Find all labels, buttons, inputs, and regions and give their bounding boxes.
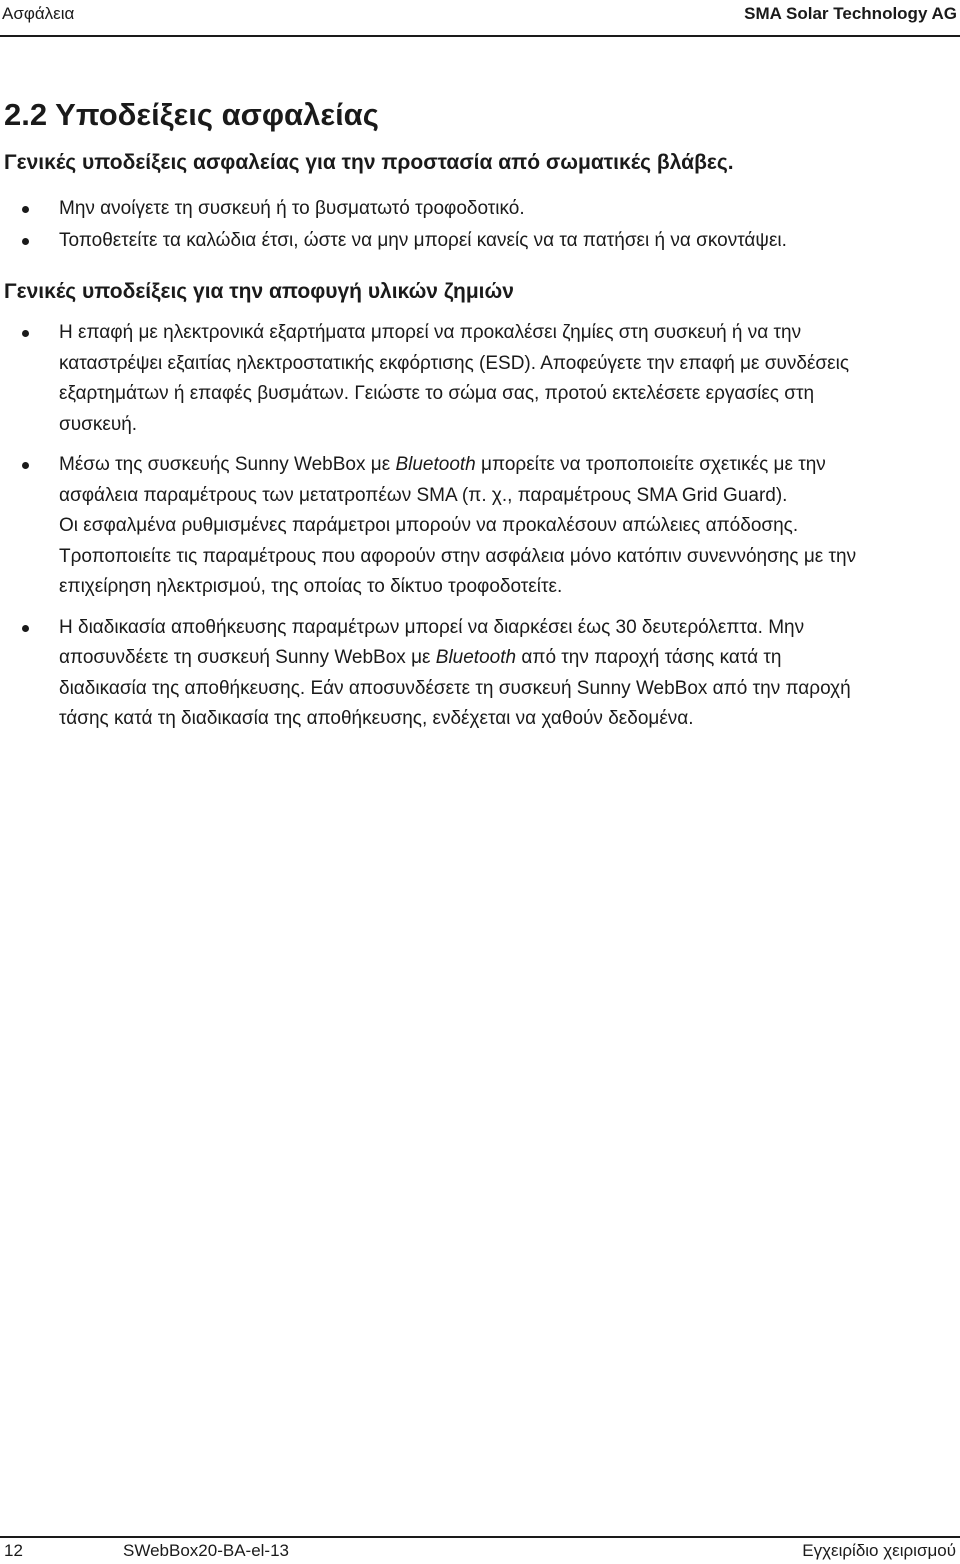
page-number: 12 [4, 1541, 23, 1560]
material-damage-list [0, 318, 960, 745]
page-header [0, 0, 960, 30]
list-item: Τοποθετείτε τα καλώδια έτσι, ώστε να μην μπορεί κανείς να τα πατήσει ή να σκοντάψει. [0, 226, 960, 257]
bullet-icon [22, 625, 29, 632]
section-title: 2.2 Υποδείξεις ασφαλείας [4, 97, 379, 132]
document-code: SWebBox20-BA-el-13 [123, 1541, 289, 1560]
bullet-icon [22, 206, 29, 213]
header-section-label: Ασφάλεια [2, 4, 75, 23]
bullet-icon [22, 462, 29, 469]
list-item: Η επαφή με ηλεκτρονικά εξαρτήματα μπορεί να προκαλέσει ζημίες στη συσκευή ή να την καταστρέψει εξαιτίας ηλεκτροστατικής εκφόρτισης (ESD). Αποφεύγετε την επαφή με συνδέσεις εξαρτημάτων ή επαφές βυσμάτων. Γειώστε το σώμα σας, προτού εκτελέσετε εργασίες στη συσκευή. [0, 318, 960, 440]
list-item: Μην ανοίγετε τη συσκευή ή το βυσματωτό τροφοδοτικό. [0, 194, 960, 225]
list-item: Η διαδικασία αποθήκευσης παραμέτρων μπορεί να διαρκέσει έως 30 δευτερόλεπτα. Μην αποσυνδέετε τη συσκευή Sunny WebBox με Bluetooth από την παροχή τάσης κατά τη διαδικασία της αποθήκευσης. Εάν αποσυνδέσετε τη συσκευή Sunny WebBox από την παροχή τάσης κατά τη διαδικασία της αποθήκευσης, ενδέχεται να χαθούν δεδομένα. [0, 613, 960, 735]
header-divider [0, 35, 960, 37]
personal-injury-heading: Γενικές υποδείξεις ασφαλείας για την προστασία από σωματικές βλάβες. [4, 151, 734, 174]
document-title: Εγχειρίδιο χειρισμού [802, 1541, 956, 1560]
list-item: Μέσω της συσκευής Sunny WebBox με Bluetooth μπορείτε να τροποποιείτε σχετικές με την ασφάλεια παραμέτρους των μετατροπέων SMA (π. χ., παραμέτρους SMA Grid Guard). Οι εσφαλμένα ρυθμισμένες παράμετροι μπορούν να προκαλέσουν απώλειες απόδοσης. Τροποποιείτε τις παραμέτρους που αφορούν στην ασφάλεια μόνο κατόπιν συνεννόησης με την επιχείρηση ηλεκτρισμού, της οποίας το δίκτυο τροφοδοτείτε. [0, 450, 960, 603]
bullet-icon [22, 238, 29, 245]
personal-injury-list [0, 194, 960, 257]
material-damage-heading: Γενικές υποδείξεις για την αποφυγή υλικών ζημιών [4, 280, 514, 303]
bullet-icon [22, 330, 29, 337]
footer-divider [0, 1536, 960, 1538]
header-company: SMA Solar Technology AG [744, 4, 957, 23]
